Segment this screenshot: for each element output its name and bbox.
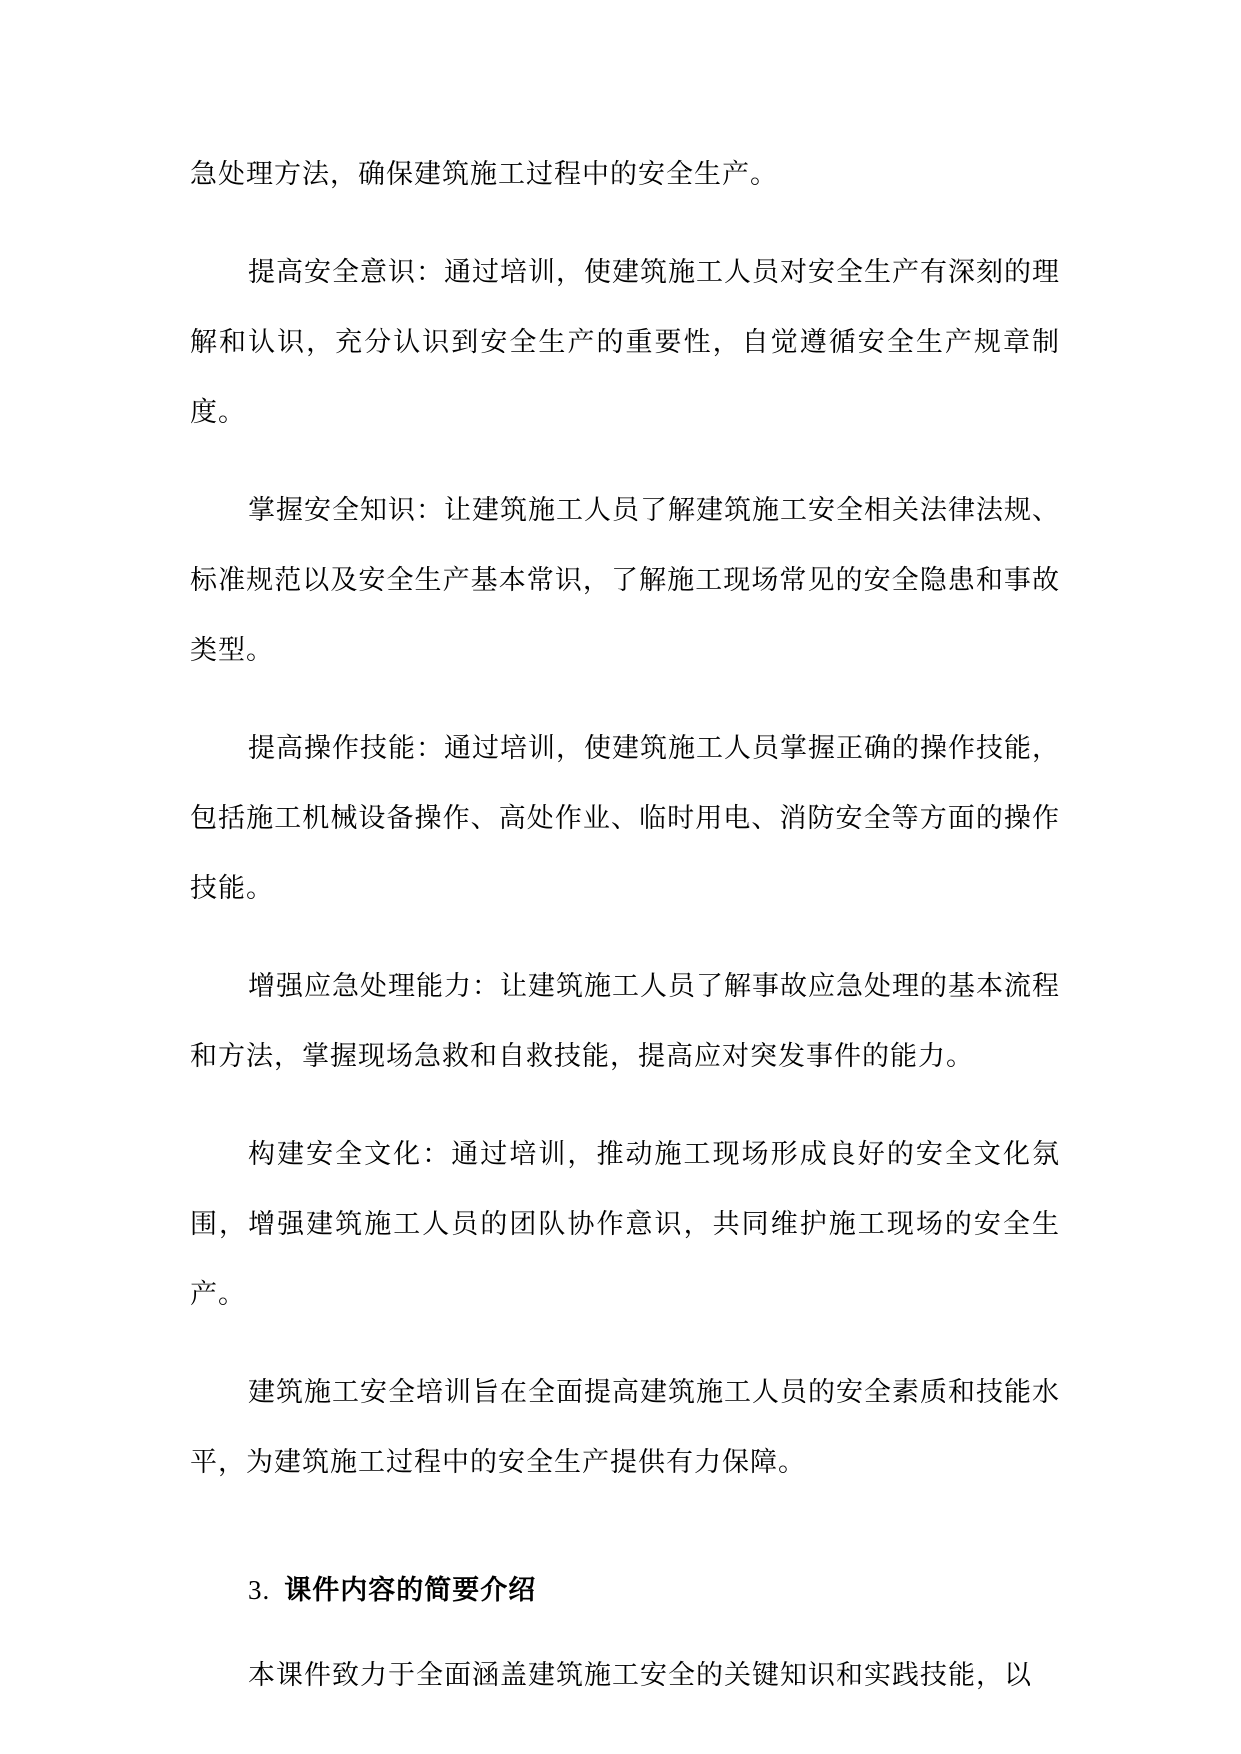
section-number: 3. (248, 1575, 271, 1605)
document-body (190, 140, 1060, 1739)
paragraph-summary: 建筑施工安全培训旨在全面提高建筑施工人员的安全素质和技能水平，为建筑施工过程中的安全生产提供有力保障。 (190, 1377, 1060, 1478)
paragraph-continuation: 急处理方法，确保建筑施工过程中的安全生产。 (190, 159, 778, 190)
paragraph-safety-culture: 构建安全文化：通过培训，推动施工现场形成良好的安全文化氛围，增强建筑施工人员的团队协作意识，共同维护施工现场的安全生产。 (190, 1139, 1060, 1310)
paragraph-safety-awareness: 提高安全意识：通过培训，使建筑施工人员对安全生产有深刻的理解和认识，充分认识到安全生产的重要性，自觉遵循安全生产规章制度。 (190, 257, 1060, 428)
paragraph-emergency-response: 增强应急处理能力：让建筑施工人员了解事故应急处理的基本流程和方法，掌握现场急救和自救技能，提高应对突发事件的能力。 (190, 971, 1060, 1072)
paragraph-courseware-intro: 本课件致力于全面涵盖建筑施工安全的关键知识和实践技能，以 (248, 1660, 1032, 1691)
paragraph-operation-skills: 提高操作技能：通过培训，使建筑施工人员掌握正确的操作技能，包括施工机械设备操作、高处作业、临时用电、消防安全等方面的操作技能。 (190, 733, 1060, 904)
section-heading (248, 1562, 1060, 1619)
paragraph-safety-knowledge: 掌握安全知识：让建筑施工人员了解建筑施工安全相关法律法规、标准规范以及安全生产基本常识，了解施工现场常见的安全隐患和事故类型。 (190, 495, 1060, 666)
section-title: 课件内容的简要介绍 (284, 1575, 537, 1606)
